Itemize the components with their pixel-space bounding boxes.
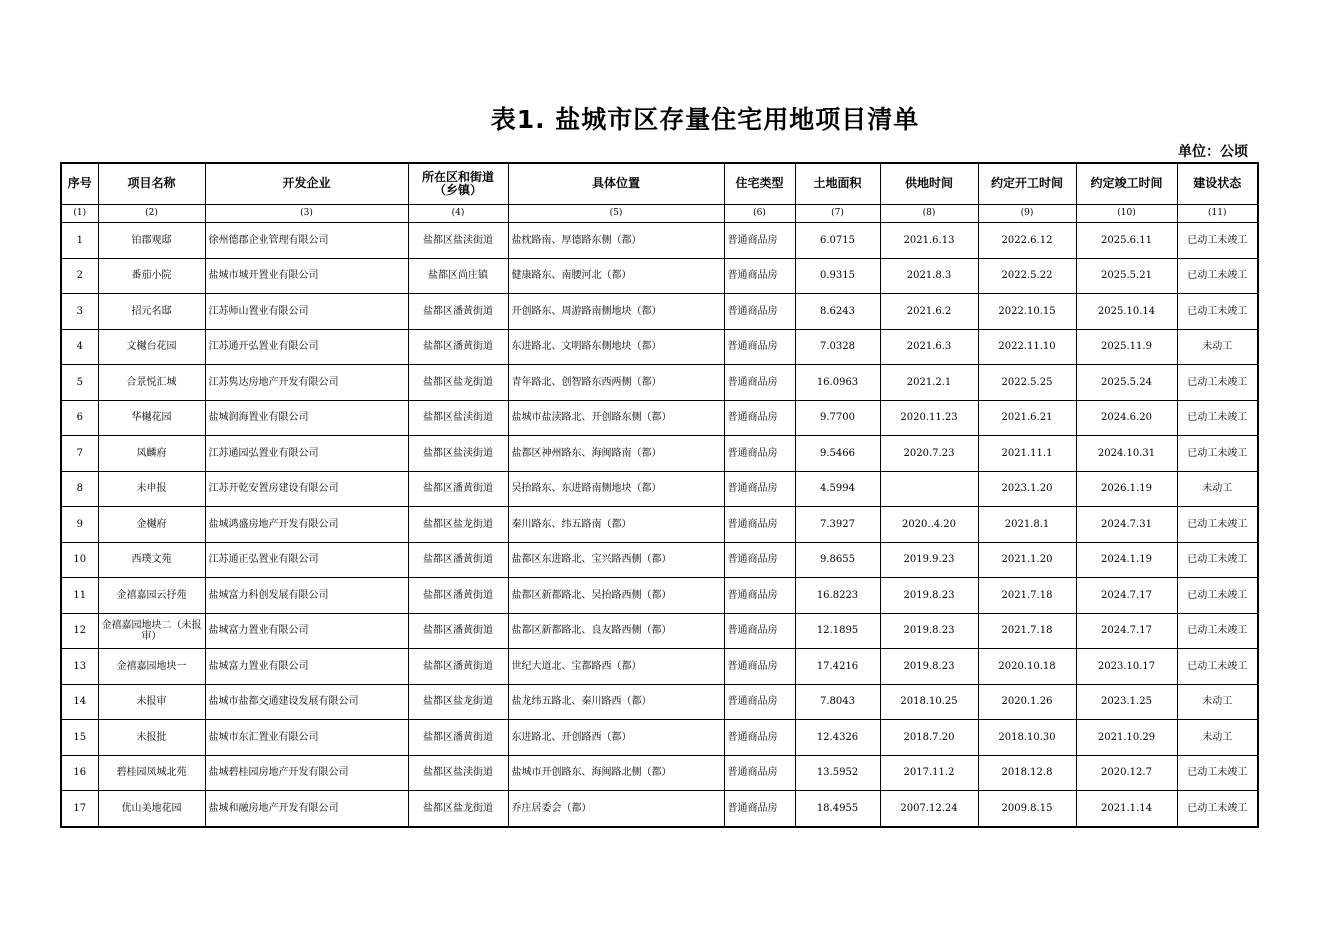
table-row — [61, 365, 1258, 401]
index-cell: (7) — [795, 205, 880, 223]
col-district-cell: 盐都区潘黄街道 — [408, 578, 508, 614]
col-land-area-cell: 9.5466 — [795, 436, 880, 472]
col-seq-cell: 12 — [61, 613, 98, 649]
col-developer-cell: 江苏通正弘置业有限公司 — [205, 542, 408, 578]
col-housing-type-cell: 普通商品房 — [724, 578, 795, 614]
col-housing-type-cell: 普通商品房 — [724, 258, 795, 294]
col-completion-date-cell: 2025.6.11 — [1076, 223, 1177, 259]
header-row — [61, 163, 1258, 205]
col-completion-date-cell: 2021.1.14 — [1076, 791, 1177, 827]
col-housing-type-cell: 普通商品房 — [724, 400, 795, 436]
col-project-name-cell: 碧桂园凤城北苑 — [98, 755, 205, 791]
col-supply-date-cell: 2021.6.2 — [880, 294, 978, 330]
col-district-cell: 盐都区潘黄街道 — [408, 613, 508, 649]
table-row — [61, 755, 1258, 791]
col-project-name-cell: 未报批 — [98, 720, 205, 756]
col-developer-cell: 盐城富力科创发展有限公司 — [205, 578, 408, 614]
col-land-area-cell: 7.0328 — [795, 329, 880, 365]
table-row — [61, 720, 1258, 756]
col-seq-cell: 4 — [61, 329, 98, 365]
table-row — [61, 542, 1258, 578]
col-start-date-cell: 2020.1.26 — [978, 684, 1076, 720]
col-land-area-cell: 4.5994 — [795, 471, 880, 507]
col-supply-date-cell: 2020.11.23 — [880, 400, 978, 436]
col-location-cell: 盐都区神州路东、海闽路南（都） — [508, 436, 724, 472]
col-housing-type-cell: 普通商品房 — [724, 223, 795, 259]
col-district-cell: 盐都区潘黄街道 — [408, 294, 508, 330]
col-status-cell: 已动工未竣工 — [1177, 258, 1258, 294]
col-developer-cell: 盐城润海置业有限公司 — [205, 400, 408, 436]
col-supply-date-cell: 2021.8.3 — [880, 258, 978, 294]
land-project-table — [60, 162, 1259, 828]
col-project-name-cell: 番茄小院 — [98, 258, 205, 294]
col-project-name-cell: 西璞文苑 — [98, 542, 205, 578]
index-cell: (8) — [880, 205, 978, 223]
col-completion-date-header: 约定竣工时间 — [1076, 163, 1177, 205]
col-completion-date-cell: 2024.7.17 — [1076, 578, 1177, 614]
col-seq-cell: 2 — [61, 258, 98, 294]
col-location-cell: 健康路东、南腰河北（都） — [508, 258, 724, 294]
col-developer-cell: 盐城市城开置业有限公司 — [205, 258, 408, 294]
col-start-date-cell: 2021.7.18 — [978, 578, 1076, 614]
col-completion-date-cell: 2024.7.17 — [1076, 613, 1177, 649]
col-housing-type-cell: 普通商品房 — [724, 791, 795, 827]
col-seq-cell: 11 — [61, 578, 98, 614]
col-developer-cell: 盐城鸿盛房地产开发有限公司 — [205, 507, 408, 543]
col-completion-date-cell: 2020.12.7 — [1076, 755, 1177, 791]
col-land-area-cell: 13.5952 — [795, 755, 880, 791]
col-seq-cell: 3 — [61, 294, 98, 330]
page-title: 表1. 盐城市区存量住宅用地项目清单 — [490, 105, 920, 134]
col-completion-date-cell: 2026.1.19 — [1076, 471, 1177, 507]
col-land-area-cell: 16.8223 — [795, 578, 880, 614]
table-row — [61, 329, 1258, 365]
col-project-name-cell: 未报审 — [98, 684, 205, 720]
col-status-cell: 已动工未竣工 — [1177, 755, 1258, 791]
col-housing-type-cell: 普通商品房 — [724, 329, 795, 365]
col-project-name-cell: 金樾府 — [98, 507, 205, 543]
col-district-cell: 盐都区潘黄街道 — [408, 329, 508, 365]
col-supply-date-cell: 2021.6.3 — [880, 329, 978, 365]
col-district-cell: 盐都区盐龙街道 — [408, 365, 508, 401]
col-land-area-cell: 17.4216 — [795, 649, 880, 685]
index-cell: (2) — [98, 205, 205, 223]
col-start-date-cell: 2021.7.18 — [978, 613, 1076, 649]
col-district-cell: 盐都区盐渎街道 — [408, 755, 508, 791]
col-district-header: 所在区和街道（乡镇） — [408, 163, 508, 205]
col-start-date-cell: 2022.5.22 — [978, 258, 1076, 294]
col-location-cell: 盐都区东进路北、宝兴路西侧（都） — [508, 542, 724, 578]
col-project-name-cell: 金禧嘉园地块一 — [98, 649, 205, 685]
col-start-date-cell: 2021.8.1 — [978, 507, 1076, 543]
col-developer-cell: 江苏通开弘置业有限公司 — [205, 329, 408, 365]
col-developer-header: 开发企业 — [205, 163, 408, 205]
col-district-cell: 盐都区盐龙街道 — [408, 507, 508, 543]
col-land-area-header: 土地面积 — [795, 163, 880, 205]
col-developer-cell: 盐城和融房地产开发有限公司 — [205, 791, 408, 827]
col-start-date-header: 约定开工时间 — [978, 163, 1076, 205]
col-developer-cell: 江苏通园弘置业有限公司 — [205, 436, 408, 472]
col-land-area-cell: 12.4326 — [795, 720, 880, 756]
unit-label: 单位：公顷 — [1178, 144, 1248, 160]
col-project-name-cell: 华樾花园 — [98, 400, 205, 436]
col-project-name-cell: 未申报 — [98, 471, 205, 507]
col-project-name-cell: 铂郡观邸 — [98, 223, 205, 259]
col-supply-date-cell: 2007.12.24 — [880, 791, 978, 827]
col-seq-cell: 16 — [61, 755, 98, 791]
col-developer-cell: 江苏师山置业有限公司 — [205, 294, 408, 330]
col-completion-date-cell: 2025.11.9 — [1076, 329, 1177, 365]
col-district-cell: 盐都区尚庄镇 — [408, 258, 508, 294]
col-supply-date-cell: 2018.7.20 — [880, 720, 978, 756]
col-start-date-cell: 2023.1.20 — [978, 471, 1076, 507]
col-status-cell: 已动工未竣工 — [1177, 436, 1258, 472]
table-row — [61, 684, 1258, 720]
col-district-cell: 盐都区盐龙街道 — [408, 791, 508, 827]
col-start-date-cell: 2022.11.10 — [978, 329, 1076, 365]
table-row — [61, 649, 1258, 685]
col-location-cell: 盐都区新都路北、良友路西侧（都） — [508, 613, 724, 649]
col-developer-cell: 江苏隽达房地产开发有限公司 — [205, 365, 408, 401]
index-cell: (3) — [205, 205, 408, 223]
col-district-cell: 盐都区盐渎街道 — [408, 436, 508, 472]
col-project-name-cell: 文樾台花园 — [98, 329, 205, 365]
col-project-name-cell: 凤麟府 — [98, 436, 205, 472]
index-cell: (1) — [61, 205, 98, 223]
col-housing-type-cell: 普通商品房 — [724, 471, 795, 507]
col-supply-date-cell: 2019.9.23 — [880, 542, 978, 578]
col-supply-date-cell: 2021.2.1 — [880, 365, 978, 401]
col-seq-header: 序号 — [61, 163, 98, 205]
col-seq-cell: 6 — [61, 400, 98, 436]
col-project-name-cell: 合景悦汇城 — [98, 365, 205, 401]
col-housing-type-cell: 普通商品房 — [724, 720, 795, 756]
col-seq-cell: 1 — [61, 223, 98, 259]
col-district-cell: 盐都区盐龙街道 — [408, 684, 508, 720]
col-location-cell: 青年路北、创智路东西两侧（都） — [508, 365, 724, 401]
table-row — [61, 400, 1258, 436]
col-start-date-cell: 2021.1.20 — [978, 542, 1076, 578]
col-start-date-cell: 2020.10.18 — [978, 649, 1076, 685]
table-row — [61, 578, 1258, 614]
col-completion-date-cell: 2024.1.19 — [1076, 542, 1177, 578]
col-start-date-cell: 2022.10.15 — [978, 294, 1076, 330]
col-start-date-cell: 2022.5.25 — [978, 365, 1076, 401]
col-location-cell: 盐城市盐渎路北、开创路东侧（都） — [508, 400, 724, 436]
col-completion-date-cell: 2024.6.20 — [1076, 400, 1177, 436]
col-developer-cell: 盐城碧桂园房地产开发有限公司 — [205, 755, 408, 791]
col-housing-type-cell: 普通商品房 — [724, 365, 795, 401]
col-developer-cell: 盐城市盐都交通建设发展有限公司 — [205, 684, 408, 720]
col-status-cell: 已动工未竣工 — [1177, 613, 1258, 649]
col-housing-type-cell: 普通商品房 — [724, 684, 795, 720]
col-status-cell: 已动工未竣工 — [1177, 578, 1258, 614]
col-seq-cell: 13 — [61, 649, 98, 685]
col-status-cell: 已动工未竣工 — [1177, 365, 1258, 401]
col-seq-cell: 5 — [61, 365, 98, 401]
col-district-cell: 盐都区潘黄街道 — [408, 471, 508, 507]
col-housing-type-cell: 普通商品房 — [724, 542, 795, 578]
col-seq-cell: 9 — [61, 507, 98, 543]
col-status-cell: 未动工 — [1177, 720, 1258, 756]
table-row — [61, 436, 1258, 472]
table-row — [61, 507, 1258, 543]
col-completion-date-cell: 2025.5.24 — [1076, 365, 1177, 401]
col-status-cell: 未动工 — [1177, 329, 1258, 365]
index-cell: (10) — [1076, 205, 1177, 223]
col-status-cell: 已动工未竣工 — [1177, 400, 1258, 436]
col-land-area-cell: 12.1895 — [795, 613, 880, 649]
col-developer-cell: 徐州德郡企业管理有限公司 — [205, 223, 408, 259]
col-housing-type-cell: 普通商品房 — [724, 613, 795, 649]
col-status-cell: 未动工 — [1177, 684, 1258, 720]
col-location-cell: 吴抬路东、东进路南侧地块（都） — [508, 471, 724, 507]
col-housing-type-cell: 普通商品房 — [724, 507, 795, 543]
col-supply-date-cell: 2019.8.23 — [880, 578, 978, 614]
index-cell: (11) — [1177, 205, 1258, 223]
col-project-name-cell: 金禧嘉园地块二（未报审） — [98, 613, 205, 649]
col-completion-date-cell: 2025.5.21 — [1076, 258, 1177, 294]
col-housing-type-cell: 普通商品房 — [724, 755, 795, 791]
col-developer-cell: 盐城市东汇置业有限公司 — [205, 720, 408, 756]
col-seq-cell: 15 — [61, 720, 98, 756]
col-land-area-cell: 18.4955 — [795, 791, 880, 827]
col-status-cell: 已动工未竣工 — [1177, 649, 1258, 685]
col-location-cell: 盐城市开创路东、海闽路北侧（都） — [508, 755, 724, 791]
col-status-cell: 已动工未竣工 — [1177, 507, 1258, 543]
col-project-name-cell: 招元名邸 — [98, 294, 205, 330]
col-developer-cell: 盐城富力置业有限公司 — [205, 613, 408, 649]
table-row — [61, 791, 1258, 827]
col-supply-date-cell: 2019.8.23 — [880, 613, 978, 649]
table-body — [61, 205, 1258, 827]
col-completion-date-cell: 2024.10.31 — [1076, 436, 1177, 472]
col-completion-date-cell: 2023.1.25 — [1076, 684, 1177, 720]
col-developer-cell: 江苏开乾安置房建设有限公司 — [205, 471, 408, 507]
col-developer-cell: 盐城富力置业有限公司 — [205, 649, 408, 685]
col-start-date-cell: 2018.10.30 — [978, 720, 1076, 756]
col-land-area-cell: 6.0715 — [795, 223, 880, 259]
col-completion-date-cell: 2025.10.14 — [1076, 294, 1177, 330]
col-seq-cell: 8 — [61, 471, 98, 507]
col-supply-date-cell: 2019.8.23 — [880, 649, 978, 685]
col-land-area-cell: 9.8655 — [795, 542, 880, 578]
col-seq-cell: 7 — [61, 436, 98, 472]
col-completion-date-cell: 2023.10.17 — [1076, 649, 1177, 685]
col-status-cell: 已动工未竣工 — [1177, 294, 1258, 330]
col-location-cell: 东进路北、开创路西（都） — [508, 720, 724, 756]
col-seq-cell: 10 — [61, 542, 98, 578]
col-project-name-cell: 优山美地花园 — [98, 791, 205, 827]
col-district-cell: 盐都区盐渎街道 — [408, 400, 508, 436]
col-completion-date-cell: 2024.7.31 — [1076, 507, 1177, 543]
col-start-date-cell: 2018.12.8 — [978, 755, 1076, 791]
col-location-header: 具体位置 — [508, 163, 724, 205]
col-start-date-cell: 2021.11.1 — [978, 436, 1076, 472]
col-seq-cell: 17 — [61, 791, 98, 827]
col-project-name-cell: 金禧嘉园云抒苑 — [98, 578, 205, 614]
col-location-cell: 开创路东、周游路南侧地块（都） — [508, 294, 724, 330]
col-land-area-cell: 0.9315 — [795, 258, 880, 294]
table-row — [61, 258, 1258, 294]
col-land-area-cell: 16.0963 — [795, 365, 880, 401]
table-row — [61, 613, 1258, 649]
col-project-name-header: 项目名称 — [98, 163, 205, 205]
table-row — [61, 471, 1258, 507]
col-start-date-cell: 2021.6.21 — [978, 400, 1076, 436]
col-district-cell: 盐都区潘黄街道 — [408, 649, 508, 685]
col-supply-date-cell — [880, 471, 978, 507]
col-location-cell: 盐龙纬五路北、秦川路西（都） — [508, 684, 724, 720]
col-start-date-cell: 2009.8.15 — [978, 791, 1076, 827]
col-housing-type-header: 住宅类型 — [724, 163, 795, 205]
col-start-date-cell: 2022.6.12 — [978, 223, 1076, 259]
index-cell: (6) — [724, 205, 795, 223]
col-housing-type-cell: 普通商品房 — [724, 294, 795, 330]
col-supply-date-cell: 2020.7.23 — [880, 436, 978, 472]
col-completion-date-cell: 2021.10.29 — [1076, 720, 1177, 756]
col-status-cell: 已动工未竣工 — [1177, 223, 1258, 259]
col-housing-type-cell: 普通商品房 — [724, 649, 795, 685]
col-supply-date-cell: 2020..4.20 — [880, 507, 978, 543]
col-district-cell: 盐都区潘黄街道 — [408, 720, 508, 756]
col-location-cell: 乔庄居委会（都） — [508, 791, 724, 827]
table-row — [61, 223, 1258, 259]
index-row — [61, 205, 1258, 223]
col-location-cell: 世纪大道北、宝都路西（都） — [508, 649, 724, 685]
index-cell: (5) — [508, 205, 724, 223]
col-status-cell: 已动工未竣工 — [1177, 542, 1258, 578]
col-supply-date-cell: 2018.10.25 — [880, 684, 978, 720]
col-location-cell: 东进路北、文明路东侧地块（都） — [508, 329, 724, 365]
index-cell: (9) — [978, 205, 1076, 223]
col-location-cell: 盐枕路南、厚德路东侧（都） — [508, 223, 724, 259]
col-land-area-cell: 7.8043 — [795, 684, 880, 720]
col-housing-type-cell: 普通商品房 — [724, 436, 795, 472]
col-seq-cell: 14 — [61, 684, 98, 720]
col-status-cell: 未动工 — [1177, 471, 1258, 507]
col-location-cell: 盐都区新都路北、吴抬路西侧（都） — [508, 578, 724, 614]
col-land-area-cell: 9.7700 — [795, 400, 880, 436]
col-status-header: 建设状态 — [1177, 163, 1258, 205]
col-location-cell: 秦川路东、纬五路南（都） — [508, 507, 724, 543]
index-cell: (4) — [408, 205, 508, 223]
col-land-area-cell: 8.6243 — [795, 294, 880, 330]
col-supply-date-cell: 2017.11.2 — [880, 755, 978, 791]
col-district-cell: 盐都区盐渎街道 — [408, 223, 508, 259]
table-row — [61, 294, 1258, 330]
col-supply-date-header: 供地时间 — [880, 163, 978, 205]
col-district-cell: 盐都区潘黄街道 — [408, 542, 508, 578]
col-land-area-cell: 7.3927 — [795, 507, 880, 543]
col-status-cell: 已动工未竣工 — [1177, 791, 1258, 827]
col-supply-date-cell: 2021.6.13 — [880, 223, 978, 259]
